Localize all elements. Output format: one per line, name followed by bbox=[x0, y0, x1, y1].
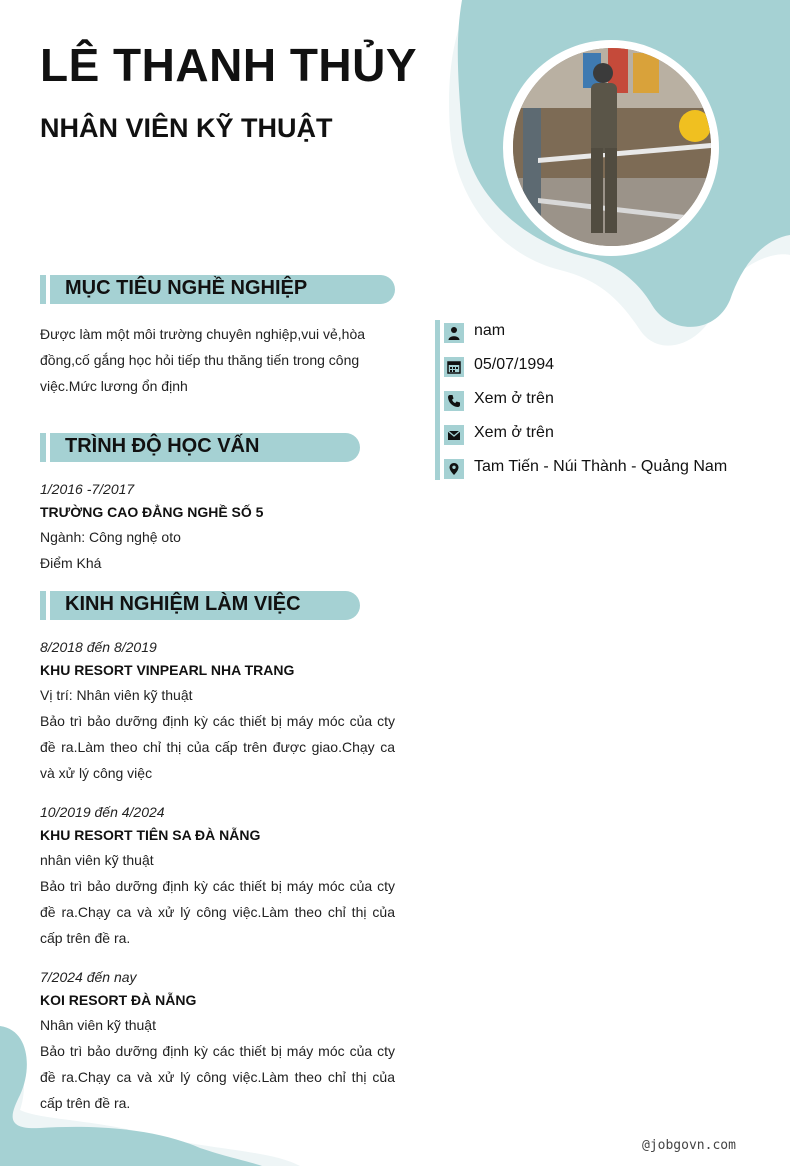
experience-description: Bảo trì bảo dưỡng định kỳ các thiết bị máy móc của cty đề ra.Chạy ca và xử lý công việc.Làm theo chỉ thị của cấp trên đề ra. bbox=[40, 878, 395, 946]
experience-description: Bảo trì bảo dưỡng định kỳ các thiết bị máy móc của cty đề ra.Làm theo chỉ thị của cấp trên được giao.Chạy ca và xử lý công việc bbox=[40, 713, 395, 781]
education-school: TRƯỜNG CAO ĐẲNG NGHỀ SỐ 5 bbox=[40, 504, 264, 520]
experience-period: 8/2018 đến 8/2019 bbox=[40, 639, 157, 655]
objective-section-header bbox=[40, 275, 395, 304]
experience-position: nhân viên kỹ thuật bbox=[40, 852, 154, 868]
experience-section-header bbox=[40, 591, 360, 620]
experience-company: KHU RESORT TIÊN SA ĐÀ NẴNG bbox=[40, 827, 261, 843]
experience-period: 7/2024 đến nay bbox=[40, 969, 137, 985]
candidate-name: LÊ THANH THỦY bbox=[40, 39, 418, 91]
objective-text: Được làm một môi trường chuyên nghiệp,vui vẻ,hòa đồng,cố gắng học hỏi tiếp thu thăng tiến trong công việc.Mức lương ổn định bbox=[40, 326, 366, 394]
footer-watermark: @jobgovn.com bbox=[642, 1138, 736, 1153]
education-heading: TRÌNH ĐỘ HỌC VẤN bbox=[65, 435, 260, 457]
education-major: Ngành: Công nghệ oto bbox=[40, 529, 181, 545]
location-pin-icon bbox=[444, 459, 464, 479]
experience-heading: KINH NGHIỆM LÀM VIỆC bbox=[65, 593, 301, 615]
email-value: Xem ở trên bbox=[474, 424, 554, 441]
gender-value: nam bbox=[474, 322, 506, 339]
experience-company: KOI RESORT ĐÀ NẴNG bbox=[40, 992, 197, 1008]
education-section-header bbox=[40, 433, 360, 462]
experience-position: Vị trí: Nhân viên kỹ thuật bbox=[40, 687, 193, 703]
contact-accent-bar bbox=[435, 320, 440, 480]
objective-heading: MỤC TIÊU NGHỀ NGHIỆP bbox=[65, 277, 308, 299]
email-icon bbox=[444, 425, 464, 445]
education-period: 1/2016 -7/2017 bbox=[40, 481, 135, 497]
birthdate-value: 05/07/1994 bbox=[474, 356, 555, 373]
education-grade: Điểm Khá bbox=[40, 555, 102, 571]
job-title: NHÂN VIÊN KỸ THUẬT bbox=[40, 113, 333, 143]
person-icon bbox=[444, 323, 464, 343]
experience-description: Bảo trì bảo dưỡng định kỳ các thiết bị máy móc của cty đề ra.Chạy ca và xử lý công việc.Làm theo chỉ thị của cấp trên đề ra. bbox=[40, 1043, 395, 1111]
experience-period: 10/2019 đến 4/2024 bbox=[40, 804, 165, 820]
experience-company: KHU RESORT VINPEARL NHA TRANG bbox=[40, 662, 295, 678]
address-value: Tam Tiến - Núi Thành - Quảng Nam bbox=[474, 458, 728, 475]
calendar-icon bbox=[444, 357, 464, 377]
phone-icon bbox=[444, 391, 464, 411]
phone-value: Xem ở trên bbox=[474, 390, 554, 407]
profile-photo bbox=[513, 48, 711, 246]
experience-position: Nhân viên kỹ thuật bbox=[40, 1017, 156, 1033]
